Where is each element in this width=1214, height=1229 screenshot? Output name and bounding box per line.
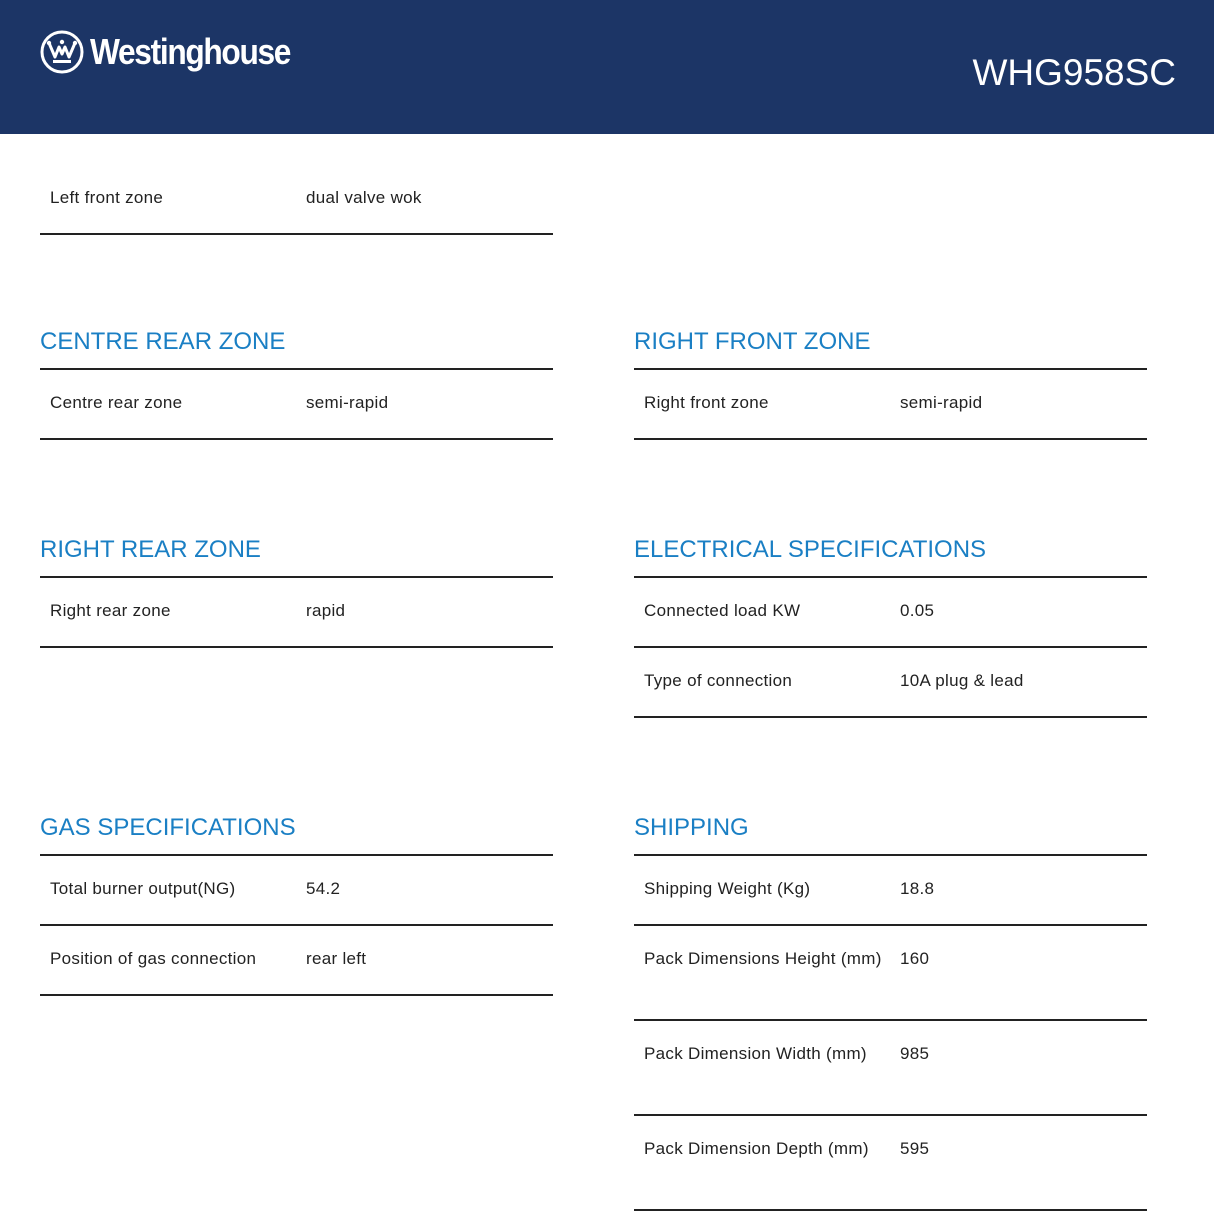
section-electrical-specifications (634, 534, 1147, 718)
spec-row (634, 648, 1147, 718)
spec-label: Connected load KW (644, 601, 801, 620)
brand-name: Westinghouse (90, 31, 291, 72)
section-title: GAS SPECIFICATIONS (40, 814, 296, 841)
spec-row (634, 1021, 1147, 1116)
spec-row (634, 856, 1147, 926)
header-bar (0, 0, 1214, 134)
spec-label: Centre rear zone (50, 393, 183, 412)
spec-row (634, 578, 1147, 648)
spec-table (40, 576, 553, 648)
spec-table (40, 165, 553, 235)
section-title: RIGHT FRONT ZONE (634, 328, 871, 355)
spec-value: 54.2 (306, 879, 341, 898)
westinghouse-logo-icon (40, 30, 84, 74)
spec-label: Type of connection (644, 671, 793, 690)
spec-table (634, 576, 1147, 718)
spec-table (40, 368, 553, 440)
spec-row (634, 1116, 1147, 1211)
spec-row (40, 165, 553, 235)
spec-table (634, 368, 1147, 440)
model-number: WHG958SC (972, 52, 1176, 93)
section-title: RIGHT REAR ZONE (40, 536, 261, 563)
section-gas-specifications (40, 812, 553, 996)
spec-value: semi-rapid (306, 393, 389, 412)
spec-row (40, 370, 553, 440)
section-title: CENTRE REAR ZONE (40, 328, 286, 355)
section-shipping (634, 812, 1147, 1211)
section-right-rear-zone (40, 534, 553, 648)
spec-label: Pack Dimensions Height (mm) (644, 949, 882, 968)
spec-label: Left front zone (50, 188, 164, 207)
spec-row (40, 856, 553, 926)
spec-label: Pack Dimension Depth (mm) (644, 1139, 869, 1158)
spec-row (634, 926, 1147, 1021)
brand-logo (40, 28, 317, 76)
spec-label: Shipping Weight (Kg) (644, 879, 811, 898)
spec-label: Right rear zone (50, 601, 171, 620)
spec-value: 985 (900, 1044, 930, 1063)
spec-row (40, 926, 553, 996)
spec-row (40, 578, 553, 648)
section-centre-rear-zone (40, 326, 553, 440)
section-title: ELECTRICAL SPECIFICATIONS (634, 536, 987, 563)
section-title: SHIPPING (634, 814, 749, 841)
spec-value: 18.8 (900, 879, 935, 898)
spec-value: 0.05 (900, 601, 935, 620)
spec-row (634, 370, 1147, 440)
spec-value: semi-rapid (900, 393, 983, 412)
spec-value: rapid (306, 601, 346, 620)
spec-value: 595 (900, 1139, 930, 1158)
spec-value: 10A plug & lead (900, 671, 1024, 690)
section-right-front-zone (634, 326, 1147, 440)
spec-table (634, 854, 1147, 1211)
spec-label: Total burner output(NG) (50, 879, 236, 898)
spec-value: rear left (306, 949, 367, 968)
spec-value: dual valve wok (306, 188, 422, 207)
spec-value: 160 (900, 949, 930, 968)
spec-label: Position of gas connection (50, 949, 257, 968)
spec-label: Right front zone (644, 393, 769, 412)
spec-label: Pack Dimension Width (mm) (644, 1044, 867, 1063)
section-left-front-zone (40, 165, 553, 235)
spec-table (40, 854, 553, 996)
